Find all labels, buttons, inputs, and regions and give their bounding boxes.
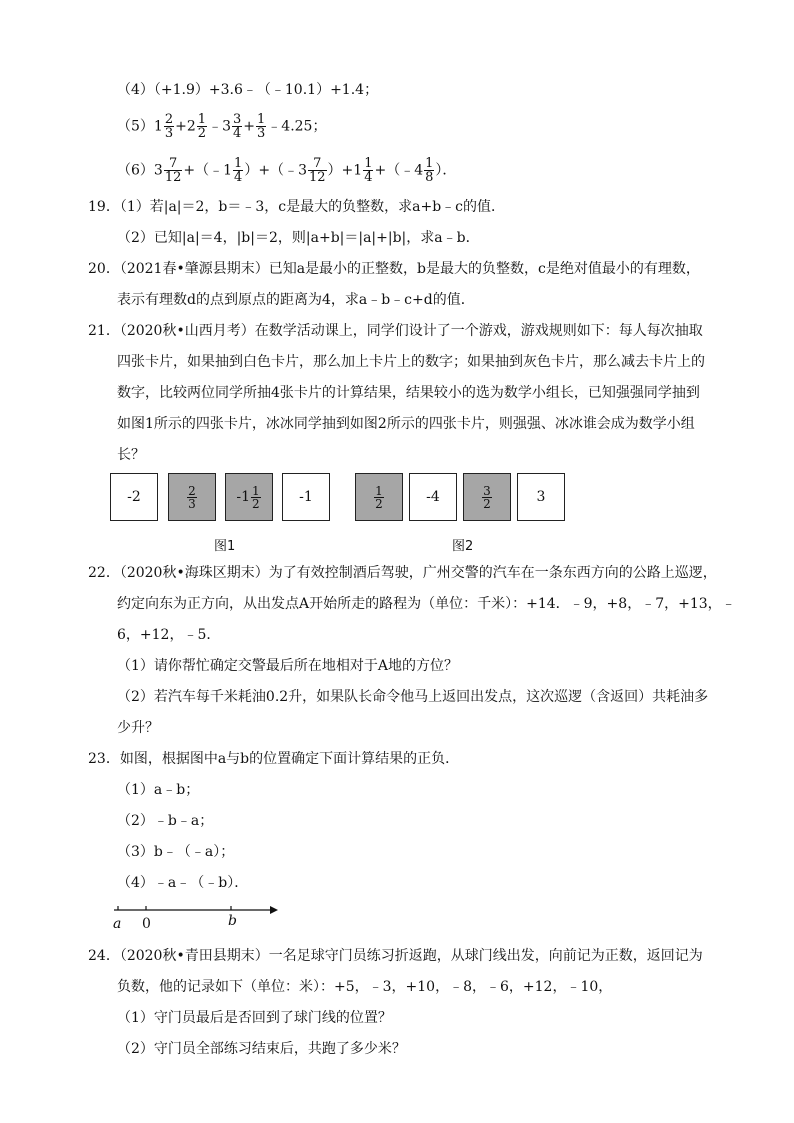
q23-line-2: （1）a﹣b； xyxy=(117,782,200,798)
axis-label-0: 0 xyxy=(142,916,151,932)
q21-line-4: 如图1所示的四张卡片，冰冰同学抽到如图2所示的四张卡片，则强强、冰冰谁会成为数学小组 xyxy=(117,416,695,432)
fig1-card-4: -1 xyxy=(282,473,330,521)
fig1-card-2: 2 3 xyxy=(168,473,216,521)
q22-line-2: 约定向东为正方向，从出发点A开始所走的路程为（单位：千米）：+14．﹣9，+8，﹣7，+13，﹣ xyxy=(117,596,736,612)
q23-line-1: 23．如图，根据图中a与b的位置确定下面计算结果的正负． xyxy=(88,751,460,767)
q24-line-2: 负数，他的记录如下（单位：米）：+5，﹣3，+10，﹣8，﹣6，+12，﹣10， xyxy=(117,979,613,995)
q22-line-6: 少升？ xyxy=(117,720,159,736)
fig2-card-3: 3 2 xyxy=(463,473,511,521)
q22-line-5: （2）若汽车每千米耗油0.2升，如果队长命令他马上返回出发点，这次巡逻（含返回）共耗油多 xyxy=(117,689,709,705)
q24-line-1: 24．（2020秋•青田县期末）一名足球守门员练习折返跑，从球门线出发，向前记为正数，返回记为 xyxy=(88,948,703,964)
q23-line-5: （4）﹣a﹣（﹣b）． xyxy=(117,875,249,891)
fig1-card-1: -2 xyxy=(110,473,158,521)
q24-line-4: （2）守门员全部练习结束后，共跑了多少米？ xyxy=(117,1041,406,1057)
q20-line-2: 表示有理数d的点到原点的距离为4，求a﹣b﹣c+d的值． xyxy=(117,292,475,308)
q19-line-1: 19．（1）若|a|＝2，b＝﹣3，c是最大的负整数，求a+b﹣c的值． xyxy=(88,199,505,215)
fig2-card-1: 1 2 xyxy=(355,473,403,521)
q22-line-1: 22．（2020秋•海珠区期末）为了有效控制酒后驾驶，广州交警的汽车在一条东西方向的公路上巡逻， xyxy=(88,565,717,581)
q21-line-1: 21．（2020秋•山西月考）在数学活动课上，同学们设计了一个游戏，游戏规则如下：每人每次抽取 xyxy=(88,323,703,339)
fig2-caption: 图2 xyxy=(452,539,474,554)
q18-item-5: （5）1 $\frac{2}{3}$ +2 $\frac{1}{2}$ ﹣3 $\frac{3}{4}$ + $\frac{1}{3}$ ﹣4.25； xyxy=(117,112,327,141)
q21-line-2: 四张卡片，如果抽到白色卡片，那么加上卡片上的数字；如果抽到灰色卡片，那么减去卡片上的 xyxy=(117,354,705,370)
axis-arrow xyxy=(270,906,278,914)
q18-item-6: （6）3 $\frac{7}{12}$ +（﹣1 $\frac{1}{4}$ ）+（﹣3 $\frac{7}{12}$ ）+1 $\frac{1}{4}$ +（﹣4 $\frac{1}{8}$ ）． xyxy=(117,156,457,185)
q18-item-4: （4）（+1.9）+3.6﹣（﹣10.1）+1.4； xyxy=(117,82,379,98)
q19-line-2: （2）已知|a|＝4，|b|＝2，则|a+b|＝|a|+|b|，求a﹣b． xyxy=(117,230,480,246)
q21-line-5: 长？ xyxy=(117,447,145,463)
q23-line-3: （2）﹣b﹣a； xyxy=(117,813,214,829)
q20-line-1: 20．（2021春•肇源县期末）已知a是最小的正整数，b是最大的负整数，c是绝对值最小的有理数， xyxy=(88,261,700,277)
q22-line-4: （1）请你帮忙确定交警最后所在地相对于A地的方位？ xyxy=(117,658,459,674)
fig1-card-3: -1 1 2 xyxy=(225,473,273,521)
fig1-caption: 图1 xyxy=(214,539,236,554)
fig2-card-4: 3 xyxy=(517,473,565,521)
number-line xyxy=(112,904,282,918)
q21-line-3: 数字，比较两位同学所抽4张卡片的计算结果，结果较小的选为数学小组长，已知强强同学抽到 xyxy=(117,385,700,401)
axis-label-b: b xyxy=(228,913,237,929)
q23-line-4: （3）b﹣（﹣a）； xyxy=(117,844,235,860)
axis-label-a: a xyxy=(113,916,122,932)
fig2-card-2: -4 xyxy=(409,473,457,521)
q24-line-3: （1）守门员最后是否回到了球门线的位置？ xyxy=(117,1010,392,1026)
q22-line-3: 6，+12，﹣5． xyxy=(117,627,221,643)
